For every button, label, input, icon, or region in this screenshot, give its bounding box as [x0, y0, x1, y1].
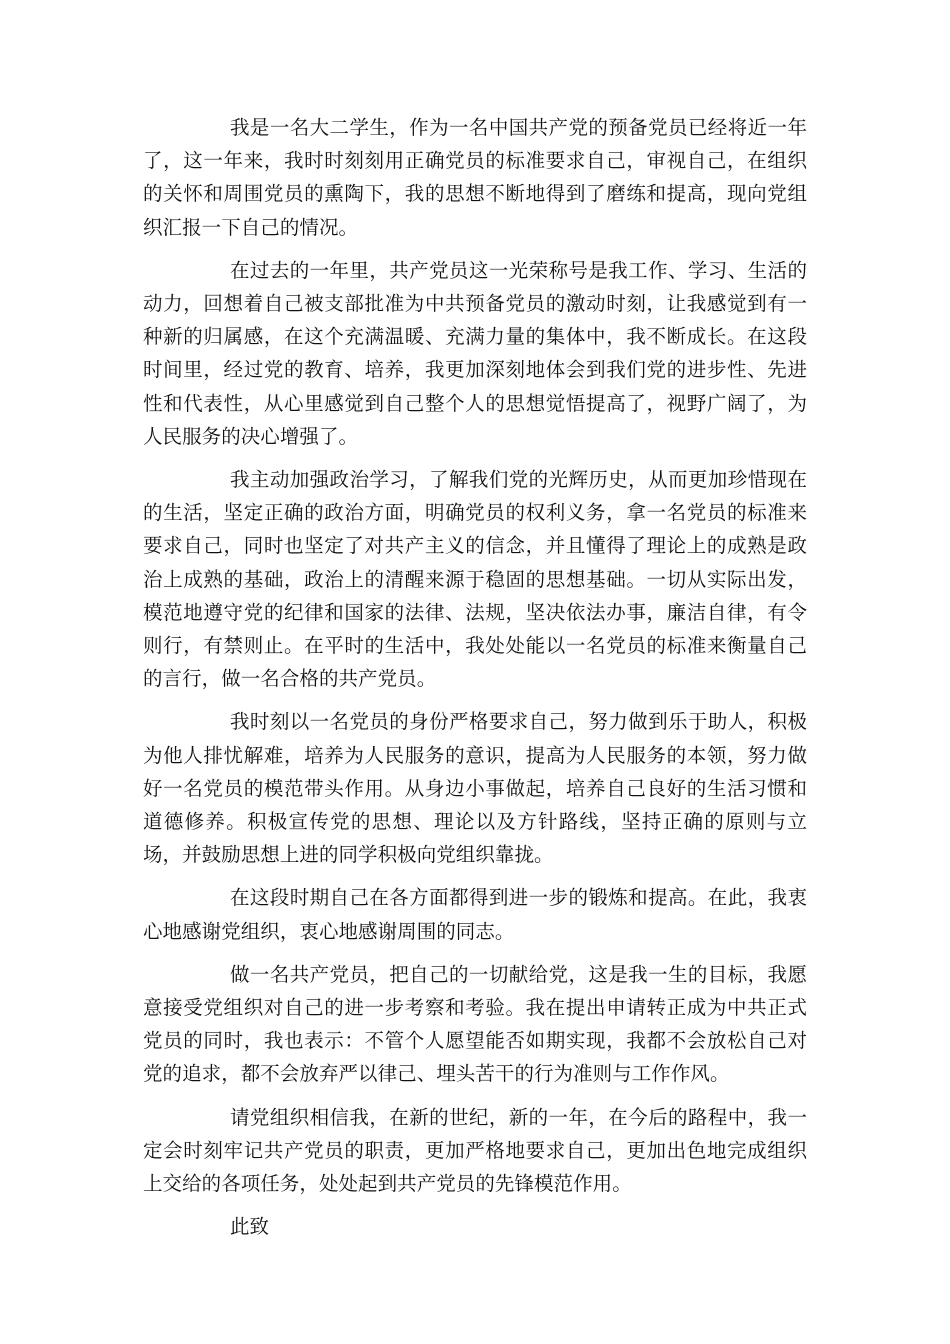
paragraph-self-discipline: 我时刻以一名党员的身份严格要求自己，努力做到乐于助人，积极为他人排忧解难，培养为人民服务的意识，提高为人民服务的本领，努力做好一名党员的模范带头作用。从身边小事做起，培养自己良好的生活习惯和道德修养。积极宣传党的思想、理论以及方针路线，坚持正确的原则与立场，并鼓励思想上进的同学积极向党组织靠拢。: [143, 710, 807, 867]
paragraph-commitment: 请党组织相信我，在新的世纪，新的一年，在今后的路程中，我一定会时刻牢记共产党员的职责，更加严格地要求自己，更加出色地完成组织上交给的各项任务，处处起到共产党员的先锋模范作用。: [143, 1105, 807, 1196]
paragraph-political-study: 我主动加强政治学习，了解我们党的光辉历史，从而更加珍惜现在的生活，坚定正确的政治方面，明确党员的权利义务，拿一名党员的标准来要求自己，同时也坚定了对共产主义的信念，并且懂得了理论上的成熟是政治上成熟的基础，政治上的清醒来源于稳固的思想基础。一切从实际出发，模范地遵守党的纪律和国家的法律、法规，坚决依法办事，廉洁自律，有令则行，有禁则止。在平时的生活中，我处处能以一名党员的标准来衡量自己的言行，做一名合格的共产党员。: [143, 468, 807, 691]
paragraph-past-year: 在过去的一年里，共产党员这一光荣称号是我工作、学习、生活的动力，回想着自己被支部批准为中共预备党员的激动时刻，让我感觉到有一种新的归属感，在这个充满温暖、充满力量的集体中，我不断成长。在这段时间里，经过党的教育、培养，我更加深刻地体会到我们党的进步性、先进性和代表性，从心里感觉到自己整个人的思想觉悟提高了，视野广阔了，为人民服务的决心增强了。: [143, 258, 807, 448]
closing-salutation: 此致: [230, 1215, 270, 1239]
document-body: [143, 111, 807, 1244]
paragraph-gratitude: 在这段时期自己在各方面都得到进一步的锻炼和提高。在此，我衷心地感谢党组织，衷心地感谢周围的同志。: [143, 886, 807, 943]
paragraph-goal: 做一名共产党员，把自己的一切献给党，这是我一生的目标，我愿意接受党组织对自己的进一步考察和考验。我在提出申请转正成为中共正式党员的同时，我也表示：不管个人愿望能否如期实现，我都不会放松自己对党的追求，都不会放弃严以律己、埋头苦干的行为准则与工作作风。: [143, 962, 807, 1086]
paragraph-intro: 我是一名大二学生，作为一名中国共产党的预备党员已经将近一年了，这一年来，我时时刻刻用正确党员的标准要求自己，审视自己，在组织的关怀和周围党员的熏陶下，我的思想不断地得到了磨练和提高，现向党组织汇报一下自己的情况。: [143, 116, 807, 239]
